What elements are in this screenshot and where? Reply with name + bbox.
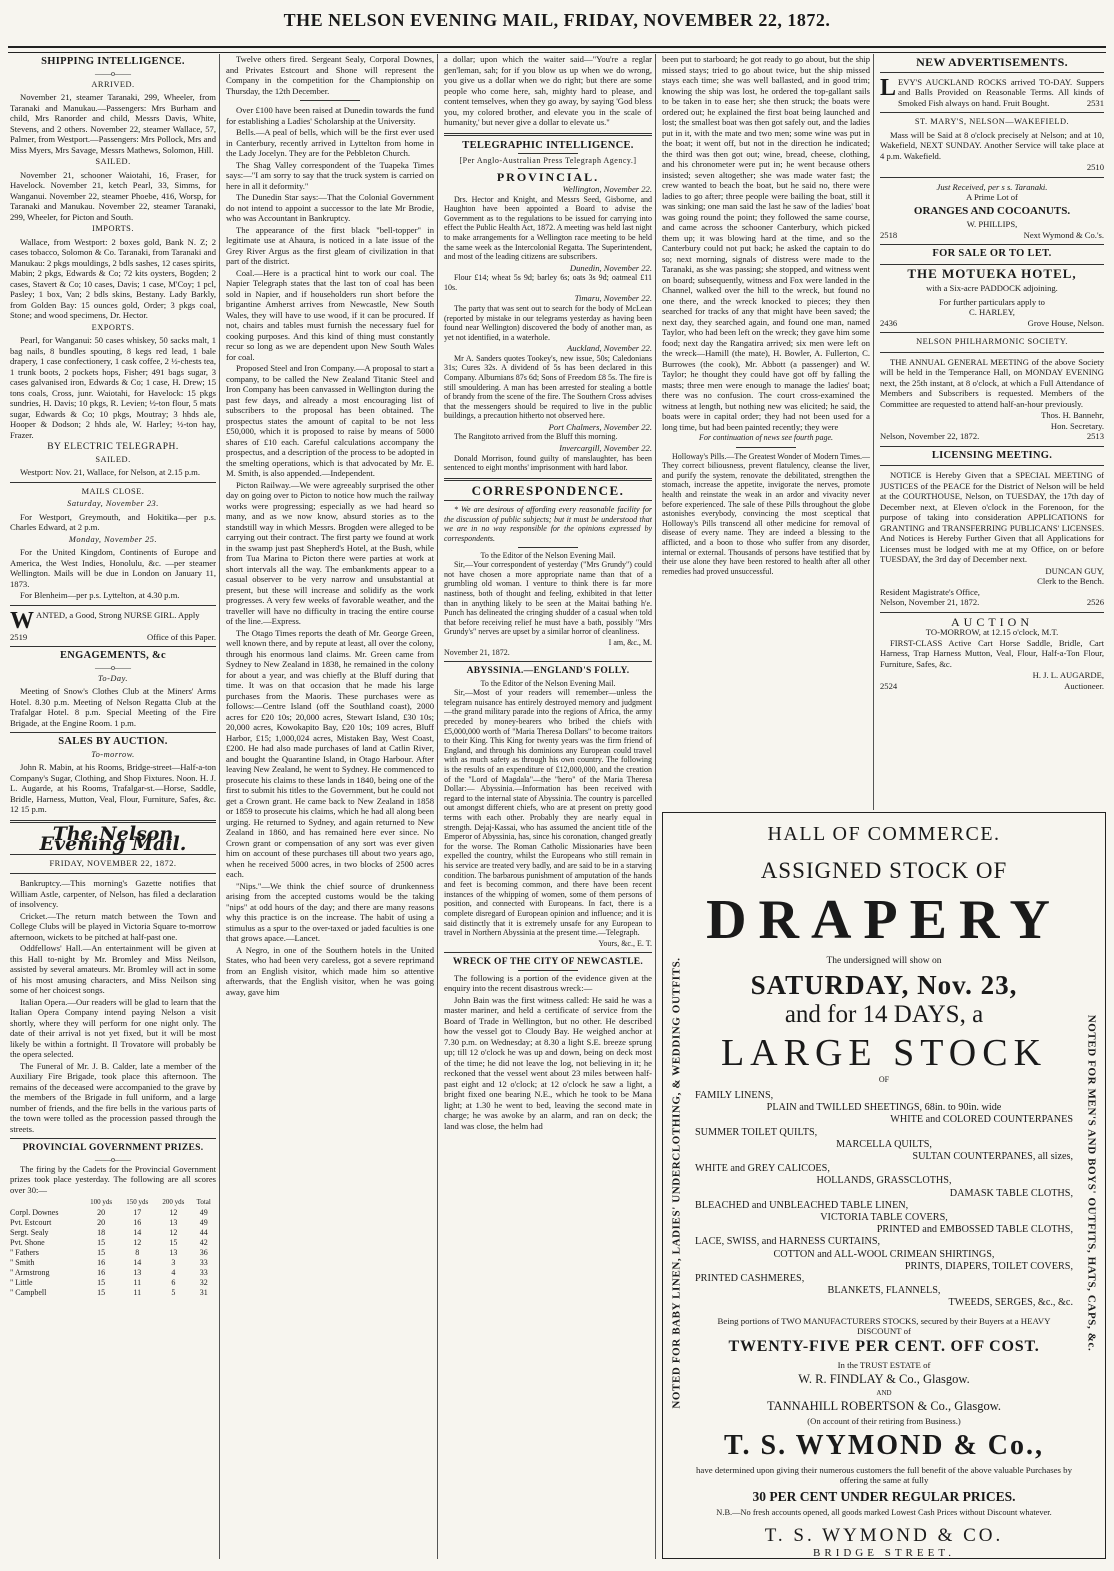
wanted-number: 2519 — [10, 631, 28, 642]
wreck-heading: WRECK OF THE CITY OF NEWCASTLE. — [452, 957, 644, 968]
hall-of-commerce: HALL OF COMMERCE. — [767, 823, 1001, 845]
auckland-text: Mr A. Sanders quotes Tookey's, new issue, 50s; Caledonians 31s; Cures 32s. A dividend of 5s has been declared in this Company. Alburnians 87s 6d; Sons of Freedom £8 5s. The fire is still smouldering. A man has been arrested for stealing a bottle of brandy from the scene of the fire. The Southern Cross advises that the messengers should be required to live in the public buildings, a precaution hitherto not observed here. — [444, 353, 652, 421]
prizes-name-cell: Pvt. Estcourt — [10, 1218, 52, 1227]
philharmonic-role: Hon. Secretary. — [1050, 420, 1104, 431]
stock-item: SULTAN COUNTERPANES, all sizes, — [912, 1151, 1073, 1163]
wellington-date: Wellington, November 22. — [562, 184, 652, 195]
left-side-banner — [665, 823, 689, 1543]
stock-item: HOLLANDS, GRASSCLOTHS, — [816, 1175, 952, 1187]
drapery-title: DRAPERY — [706, 889, 1062, 951]
engagements-heading: ENGAGEMENTS, &c — [59, 650, 166, 661]
prizes-name-cell: " Armstrong — [10, 1268, 50, 1277]
prizes-header-cell — [10, 1196, 83, 1208]
correspondence-heading: CORRESPONDENCE. — [471, 482, 625, 498]
prizes-score-cell: 16 — [133, 1218, 142, 1227]
arrived-text: November 21, steamer Taranaki, 299, Wheeler, from Taranaki and Manukau.—Passengers: Mrs Burham and child, Mrs Ranorder and child, Messrs Davis, White, Stevens, and 2 others. November 22, steamer Wallace, 57, Palmer, from Westport.—Passengers: Mrs Pollock, Mrs and Miss Myers, Mrs Savage, Messrs Mathews, Solomon, Hill. — [10, 92, 216, 155]
nb-note: N.B.—No fresh accounts opened, all goods marked Lowest Cash Prices without Discount whatever. — [716, 1507, 1052, 1517]
ornament: ——o—— — [95, 68, 131, 78]
levy-text: EVY'S AUCKLAND ROCKS arrived TO-DAY. Suppers and Balls Provided on Reasonable Terms. All kinds of Smoked Fish always on hand. Fruit Bought. — [898, 76, 1104, 108]
prizes-score-cell: 6 — [171, 1278, 176, 1287]
thirty-percent: 30 PER CENT UNDER REGULAR PRICES. — [752, 1488, 1016, 1504]
motueka-apply: For further particulars apply to — [939, 296, 1045, 307]
retiring-note: (On account of their retiring from Business.) — [807, 1415, 961, 1426]
and-text: AND — [876, 1388, 892, 1397]
timaru-text: The party that was sent out to search for the body of McLean (reported by mistake in our telegrams yesterday as having been found near Wellington) discovered the body of another man, as yet not identified, in a waterhole. — [444, 303, 652, 342]
motueka-sub: with a Six-acre PADDOCK adjoining. — [926, 283, 1058, 293]
to-editor-1: To the Editor of the Nelson Evening Mail. — [480, 550, 616, 560]
oddfellows-text: Oddfellows' Hall.—An entertainment will be given at this Hall to-night by Mr. Bromley and Miss Neilson, assisted by several amateurs. Mr. Bromley will act in some of his most amusing characters, and Miss Neilson sing some of her choicest songs. — [10, 943, 216, 995]
prizes-name-cell: " Little — [10, 1278, 33, 1287]
prizes-score-cell: 44 — [199, 1228, 208, 1237]
column-2 — [226, 54, 434, 1559]
stock-item: PRINTED CASHMERES, — [695, 1273, 805, 1285]
column-divider — [219, 54, 220, 1559]
prizes-score-cell: 13 — [169, 1218, 178, 1227]
timaru-date: Timaru, November 22. — [574, 293, 652, 304]
stock-item: BLANKETS, FLANNELS, — [827, 1285, 941, 1297]
prizes-score-cell: 15 — [97, 1248, 106, 1257]
wreck-continued: been put to starboard; he got ready to go about, but the ship missed stays; tried to go about twice, but the ship missed stays each time; she was well ballasted, and in good trim; knowing the ship was lost, he ordered the top-gallant sails to be taken in to ease her; she then struck; the boats were ordered out; he explained the first boat being launched and lost; the smallest boat was then got safely out, and the ladies put in it, with the mate and two men; some wine was put in the boat; it went off, but not in the direction he indicated; the third was then got out; wine, bread, cheese, clothing, and his chronometer were put in; he went because others insisted; seven altogether; she was made water fast; the crew wanted to beach the boat, but he said no, there were ladies to go after; three people were bailing the boat, still it was sinking; one man said the last he saw of the ladies' boat was going round the point; they followed the same course, and came across the schooner Canterbury, which picked them up; it was blowing hard at the time, and so the Canterbury could not put back; he asked the captain to do so; next morning, signals of distress were made to the Taranaki, as she was passing; she stopped, and witness went on board; subsequently, witness and Fox were landed in the Channel, walked over the hill to the wreck, but found no one there, and the wreck knocked to pieces; they then searched for tracks of any that might have been saved; the next day, they searched again, and found one man, named Taylor, who had been left on the wreck; they gave him some food; next day the Rangatira arrived; six men were left on the wreck—Hamill (the mate), H. Bowler, A. Fullerton, C. Burrowes (the cook), Mr. Abbott (a passenger) and W. Taylor; he thought they could have got off by falling the masts; three men were enough to manage the ladies' boat; there was no confusion. The court cross-examined the witness at length, but nothing new was elicited; he said, the boats were in capital order; they had not been used for a long time, but had been painted recently; they were — [662, 54, 870, 432]
picton-text: Picton Railway.—We were agreeably surprised the other day on going over to Picton to notice how much the railway works were progressing; especially as we had heard so many, and as we now know, absurd stories as to the standstill way in which Messrs. Brogden were alleged to be carrying out their contract. The first party we found at work in the swamp just past Shepherd's Hotel, at the Bush, while from Tua Marina to Picton there were parties at work at short intervals all the way. The embankments appear to a casual observer to be very narrow and unsubstantial at present, but these will increase and solidify as the work progresses. A very few weeks of favorable weather, and the traveller will have no difficulty in tracing the entire course of the line.—Express. — [226, 479, 434, 626]
steel-text: Proposed Steel and Iron Company.—A proposal to start a company, to be called the New Zealand Titanic Steel and Iron Company has been canvassed in Wellington during the past few days, and already a most encouraging list of subscribers to the proposal has been obtained. The prospectus states the amount of capital to be not less £50,000, which it is proposed to raise by means of 5000 shares of £10 each. Careful calculations accompany the prospectus, and a description of the process to be adopted in the smelting operations, which is that advocated by Mr. E. M. Smith, is also appended.—Independent. — [226, 363, 434, 478]
opera-text: Italian Opera.—Our readers will be glad to learn that the Italian Opera Company intend paying Nelson a visit shortly, where they will perform for one night only. The date of their arrival is not yet fixed, but it will be most likely be within a fortnight. Il Trovatore will probably be the opera selected. — [10, 996, 216, 1059]
assigned-stock: ASSIGNED STOCK OF — [760, 858, 1008, 883]
auckland-date: Auckland, November 22. — [567, 343, 652, 354]
wreck-intro: The following is a portion of the evidence given at the enquiry into the recent disastrous wreck:— — [444, 972, 652, 994]
stock-item: PRINTS, DIAPERS, TOILET COVERS, — [904, 1260, 1073, 1272]
prizes-score-cell: 11 — [133, 1288, 142, 1297]
prizes-score-cell: 15 — [169, 1238, 178, 1247]
prizes-header-cell: 100 yds — [90, 1198, 113, 1206]
prizes-score-cell: 36 — [199, 1248, 208, 1257]
telegraph-text: Westport: Nov. 21, Wallace, for Nelson, at 2.15 p.m. — [20, 467, 201, 477]
guy-name: DUNCAN GUY, — [1045, 565, 1104, 576]
prizes-score-cell: 12 — [133, 1238, 142, 1247]
stock-item: SUMMER TOILET QUILTS, — [695, 1126, 818, 1138]
prizes-score-cell: 42 — [199, 1238, 208, 1247]
bridge-street: BRIDGE STREET. — [813, 1546, 955, 1559]
prizes-score-cell: 8 — [135, 1248, 140, 1257]
prizes-table — [10, 1196, 216, 1298]
right-side-text: NOTED FOR MEN'S AND BOYS' OUTFITS, HATS, CAPS, &c. — [1085, 1014, 1098, 1352]
bells-text: Bells.—A peal of bells, which will be the first ever used in Canterbury, recently arrived in Lyttelton from home in the Lady Jocelyn. They are for the Pebbleton Church. — [226, 127, 434, 158]
imports-heading: IMPORTS. — [92, 224, 134, 233]
phillips-name: W. PHILLIPS, — [966, 219, 1018, 229]
prizes-header-cell: Total — [196, 1198, 211, 1206]
prizes-score-cell: 16 — [97, 1258, 106, 1267]
prizes-score-cell: 18 — [97, 1228, 106, 1237]
philharmonic-heading: NELSON PHILHARMONIC SOCIETY. — [916, 337, 1068, 346]
sailed-text: November 21, schooner Waiotahi, 16, Fraser, for Havelock. November 21, ketch Pearl, 33, Simms, for Wanganui. November 22, steamer Phoebe, 416, Worsp, for Taranaki and Manukau. November 22, steamer Taranaki, 299, Wheeler, for Picton and South. — [10, 169, 216, 222]
prizes-score-cell: 13 — [133, 1268, 142, 1277]
augarde-role: Auctioneer. — [1064, 680, 1104, 691]
twelve-text: Twelve others fired. Sergeant Sealy, Corporal Downes, and Privates Estcourt and Shone will represent the Company in the competition for the Championship on Thursday, the 12th December. — [226, 54, 434, 96]
prizes-row — [10, 1278, 216, 1288]
sales-text: John R. Mabin, at his Rooms, Bridge-street—Half-a-ton Company's Sugar, Clothing, and Shop Fixtures. Noon. H. J. L. Augarde, at his Rooms, Trafalgar-st.—Horse, Saddle, Bridle, Harness, Mutton, Veal, Flour, Furniture, Safes, &c. 12 15 p.m. — [10, 762, 216, 814]
prizes-name-cell: " Smith — [10, 1258, 35, 1267]
over-text: Over £100 have been raised at Dunedin towards the fund for establishing a Ladies' Scholarship at the University. — [226, 105, 434, 126]
st-marys-heading: ST. MARY'S, NELSON—WAKEFIELD. — [914, 117, 1070, 126]
dunedin-star-text: The Dunedin Star says:—That the Colonial Government do not intend to appoint a successor to the late Mr Brodie, who was Accountant in Bankruptcy. — [226, 192, 434, 223]
provincial-heading: PROVINCIAL. — [496, 169, 600, 184]
engagements-today: To-Day. — [98, 673, 128, 683]
prizes-score-cell: 3 — [171, 1258, 176, 1267]
paper-name: The Nelson Evening Mail. — [39, 822, 187, 855]
drapery-advertisement — [662, 812, 1106, 1559]
stock-item: LACE, SWISS, and HARNESS CURTAINS, — [695, 1236, 881, 1248]
sailed-heading: SAILED. — [95, 157, 131, 166]
levy-ad — [880, 74, 1104, 109]
harley-number: 2436 — [880, 317, 898, 328]
holloway-text: Holloway's Pills.—The Greatest Wonder of Modern Times.—They correct biliousness, prevent flatulency, cleanse the liver, and purify the system, renovate the debilitated, strengthen the stomach, increase the appetite, invigorate the nerves, promote health and reinstate the weak in an ardor and vivacity never before experienced. The sale of these Pills throughout the globe astonishes everybody, convincing the most sceptical that Holloway's Pills transcend all other medicine for removal of disease of every name. They are indeed a blessing to the afflicted, and a boon to those who suffer from any disorder, internal or external. Thousands of persons have testified that by their use alone they have been restored to health after all other remedies had proved unsuccessful. — [662, 451, 870, 576]
prizes-row — [10, 1218, 216, 1228]
abyssinia-heading: ABYSSINIA.—ENGLAND'S FOLLY. — [466, 666, 630, 677]
harley-name: C. HARLEY, — [969, 307, 1015, 317]
prizes-row — [10, 1228, 216, 1238]
chalmers-text: The Rangitoto arrived from the Bluff this morning. — [454, 432, 618, 442]
licensing-heading: LICENSING MEETING. — [931, 449, 1053, 461]
auction-when: TO-MORROW, at 12.15 o'clock, M.T. — [925, 627, 1059, 637]
phillips-address: Next Wymond & Co.'s. — [1023, 229, 1104, 240]
dunedin-date: Dunedin, November 22. — [569, 262, 652, 273]
prizes-score-cell: 13 — [169, 1248, 178, 1257]
prizes-score-cell: 5 — [171, 1288, 176, 1297]
negro-continued: a dollar; upon which the waiter said—"You're a reglar gen'leman, sah; for if you blow us up when we do wrong, you give us a dollar when we do right; but there are some people who come here, sah, mighty hard to please, and content temselves, when they go away, by saying 'God bless you, my colored brother, and elevate you in the scale of humanity,' but never give a dollar to elevate us." — [444, 54, 652, 127]
letter-1: Sir,—Your correspondent of yesterday ("Mrs Grundy") could not have chosen a more appropriate name than that of a grumbling old woman. I venture to think there is far more nastiness, both of thought and feeling, exhibited in that letter than in anything likely to be seen at the Maitai bathing h'e. Punch has delineated the cringing shudder of a casual when told that before receiving relief he must have a bath, possibly "Mrs Grundy's" nerves are upset by a similar horror of cleanliness. — [444, 560, 652, 637]
licensing-text: NOTICE is Hereby Given that a SPECIAL MEETING of JUSTICES of the PEACE for the District of Nelson will be held at the COURTHOUSE, Nelson, on TUESDAY, the 17th day of December next, at Eleven o'clock in the Forenoon, for the purpose of taking into consideration APPLICATIONS for GRANTING and TRANSFERRING PUBLICANS' LICENSES. And Notices is Hereby Further Given that all Applications for Licenses must be lodged with me at my Office, on or before TUESDAY, the 3rd day of December next. — [880, 470, 1104, 564]
wymond-name: T. S. WYMOND & Co., — [723, 1429, 1045, 1461]
mails-text-1: For Westport, Greymouth, and Hokitika—per p.s. Charles Edward, at 2 p.m. — [10, 511, 216, 532]
engagements-text: Meeting of Snow's Clothes Club at the Miners' Arms Hotel. 8.30 p.m. Meeting of Nelson Regatta Club at the Trafalgar Hotel. 8 p.m. Special Meeting of the Fire Brigade, at the Engine Room. 1 p.m. — [10, 686, 216, 728]
column-5 — [880, 54, 1104, 810]
mails-text-2: For the United Kingdom, Continents of Europe and America, the West Indies, Honolulu, &c. —per steamer Wellington. Mails will be due in London on January 11, 1873. — [10, 547, 216, 589]
telegraph-sailed: SAILED. — [95, 454, 131, 464]
bankruptcy-text: Bankruptcy.—This morning's Gazette notifies that William Astle, carpenter, of Nelson, has filed a declaration of insolvency. — [10, 878, 216, 909]
prizes-score-cell: 14 — [133, 1228, 142, 1237]
prizes-score-cell: 32 — [199, 1278, 208, 1287]
telegraphic-heading: TELEGRAPHIC INTELLIGENCE. — [462, 139, 634, 151]
prizes-score-cell: 12 — [169, 1208, 178, 1217]
twenty-five-percent: TWENTY-FIVE PER CENT. OFF COST. — [728, 1337, 1040, 1355]
paper-date: FRIDAY, NOVEMBER 22, 1872. — [49, 858, 177, 868]
prizes-score-cell: 15 — [97, 1238, 106, 1247]
sale-heading: FOR SALE OR TO LET. — [932, 248, 1052, 259]
motueka-heading: THE MOTUEKA HOTEL, — [907, 265, 1077, 281]
prizes-row — [10, 1258, 216, 1268]
determined-text: have determined upon giving their numerous customers the full benefit of the above valuable Purchases by offering the same at fully — [696, 1464, 1072, 1485]
stock-item: FAMILY LINENS, — [695, 1090, 774, 1101]
bell-topper-text: The appearance of the first black "bell-topper" in legitimate use at Ahaura, is noticed in a late issue of the Grey River Argus as the first gleam of civilization in that part of the district. — [226, 224, 434, 266]
stock-item: COTTON and ALL-WOOL CRIMEAN SHIRTINGS, — [773, 1248, 995, 1260]
st-marys-number: 2510 — [1086, 162, 1104, 172]
prizes-name-cell: " Campbell — [10, 1288, 47, 1297]
masthead-rule — [8, 46, 1106, 53]
prizes-score-cell: 20 — [97, 1208, 106, 1217]
harley-address: Grove House, Nelson. — [1027, 317, 1104, 328]
masthead: THE NELSON EVENING MAIL, FRIDAY, NOVEMBER 22, 1872. — [283, 10, 831, 30]
prizes-score-cell: 11 — [133, 1278, 142, 1287]
stock-item: WHITE and GREY CALICOES, — [695, 1163, 830, 1175]
prizes-score-cell: 31 — [199, 1288, 208, 1297]
prizes-score-cell: 49 — [199, 1208, 208, 1217]
guy-role: Clerk to the Bench. — [1037, 576, 1104, 586]
column-1: SHIPPING INTELLIGENCE. ——o—— ARRIVED. November 21, steamer Taranaki, 299, Wheeler, from Taranaki and Manukau.—Passengers: Mrs Burham and child, Mrs Ranorder and child, Messrs Davis, White, Stevens, and 2 others. November 22, steamer Wallace, 57, Palmer, from Westport.—Passengers: Mrs Pollock, Mrs and Miss Myers, Mrs Savage, Messrs Mathews, Solomon, Hill. SAILED. November 21, schooner Waiotahi, 16, Fraser, for Havelock. November 21, ketch Pearl, 33, Simms, for Wanganui. November 22, steamer Phoebe, 416, Worsp, for Taranaki and Manukau. November 22, steamer Taranaki, 299, Wheeler, for Picton and South. IMPORTS. Wallace, from Westport: 2 boxes gold, Bank N. Z; 2 cases tobacco, Solomon & Co. Taranaki, from Taranaki and Manukau: 2 pkgs mouldings, 2 bdls sashes, 12 cases spirits, Mabin; 2 pkgs, Edwards & Co; 72 kits oysters, Bogden; 2 cases, Stavert & Co; 10 cases, Davis; 1 case, M'Coy; 1 pcl, Pasley; 1 box, Van; 2 bdls skins, Bestany. Lady Barkly, from Golden Bay: 15 ounces gold, Order; 3 pkgs coal, Stone; and wood specimens, Dr. Hector. EXPORTS. Pearl, for Wanganui: 50 cases whiskey, 50 sacks malt, 1 bag nails, 8 bundles spouting, 8 kegs red lead, 1 bale drapery, 1 case confectionery, 1 cask coffee, 2 ½-chests tea, 1 trunk boots, 2 pockets hops, Fisher; 491 bags sugar, 3 cases galvanised iron, Edwards & Co; 1 case, H. Drew; 15 tons coals, Cross, junr. Waiotahi, for Havelock: 15 pkgs sundries, H. Davis; 10 pkgs, R. Levien; ½-ton flour, 5 mats sugar, Edwards & Co; 10 pkgs, Moutray; 3 hhds ale, Hooper & Dodson; 2 hhds ale, W. Harley; ½-ton hay, Frazer. BY ELECTRIC TELEGRAPH. SAILED. Westport: Nov. 21, Wallace, for Nelson, at 2.15 p.m. MAILS CLOSE. Saturday, November 23. For Westport, Greymouth, and Hokitika—per p.s. Charles Edward, at 2 p.m. Monday, November 25. For the United Kingdom, Continents of Europe and America, the West Indies, Honolulu, &c. —per steamer Wellington. Mails will be due in London on January 11, 1873. For Blenheim—per p.s. Lyttelton, at 4.30 p.m. W ANTED, a Good, Strong NURSE GIRL. Apply 2519 Office of this Paper. ENGAGEMENTS, &c ——o—— To-Day. Meeting of Snow's Clothes Club at the Miners' Arms Hotel. 8.30 p.m. Meeting of Nelson Regatta Club at the Trafalgar Hotel. 8 p.m. Special Meeting of the Fire Brigade, at the Engine Room. 1 p.m. SALES BY AUCTION. To-morrow. John R. Mabin, at his Rooms, Bridge-street—Half-a-ton Company's Sugar, Clothing, and Shop Fixtures. Noon. H. J. L. Augarde, at his Rooms, Trafalgar-st.—Horse, Saddle, Bridle, Harness, Mutton, Veal, Flour, Furniture, Safes, &c. 12 15 p.m. The Nelson Evening Mail. FRIDAY, NOVEMBER 22, 1872. Bankruptcy.—This morning's Gazette notifies that William Astle, carpenter, of Nelson, has filed a declaration of insolvency. Cricket.—The return match between the Town and College Clubs will be played in Victoria Square to-morrow afternoon, wickets to be pitched at half-past one. Oddfellows' Hall.—An entertainment will be given at this Hall to-night by Mr. Bromley and Miss Neilson, assisted by several amateurs. Mr. Bromley will act in some of his most amusing characters, and Miss Neilson sing some of her choicest songs. Italian Opera.—Our readers will be glad to learn that the Italian Opera Company intend paying Nelson a visit shortly, where they will perform for one night only. The date of their arrival is not yet fixed, but it will be most likely be within a fortnight. Il Trovatore will probably be the opera selected. The Funeral of Mr. J. B. Calder, late a member of the Auxiliary Fire Brigade, took place this afternoon. The remains of the deceased were accompanied to the grave by the members of the Brigade in full uniform, and a large number of friends, and the fire bells in the various parts of the town were tolled as the procession passed through the streets. PROVINCIAL GOVERNMENT PRIZES. ——o—— The firing by the Cadets for the Provincial Government prizes took place yesterday. The following are all scores over 30:— 100 yds 150 yds 200 yds Total Corpl. Downes 20 17 12 49 Pvt. Estcourt 20 16 13 49 Sergt. Sealy 18 14 12 44 Pvt. Shone 15 12 15 42 " Fathers 15 8 13 36 " Smith 16 14 3 33 " Armstrong 16 13 4 33 " Little 15 11 6 32 " Campbell 15 11 5 31 — [10, 56, 216, 1297]
philharmonic-sign: Thos. H. Bannehr, — [1041, 410, 1104, 420]
prizes-name-cell: Corpl. Downes — [10, 1208, 59, 1217]
prizes-score-cell: 16 — [97, 1268, 106, 1277]
prizes-header-cell: 200 yds — [162, 1198, 185, 1206]
new-ads-heading: NEW ADVERTISEMENTS. — [916, 55, 1068, 69]
sales-heading: SALES BY AUCTION. — [58, 736, 168, 747]
fourteen-days: and for 14 DAYS, a — [784, 1001, 984, 1028]
findlay-name: W. R. FINDLAY & Co., Glasgow. — [798, 1371, 970, 1386]
prizes-heading: PROVINCIAL GOVERNMENT PRIZES. — [22, 1143, 204, 1153]
column-divider — [873, 54, 874, 810]
prizes-score-cell: 15 — [97, 1278, 106, 1287]
column-3 — [444, 54, 652, 1559]
philharmonic-date: Nelson, November 22, 1872. — [880, 431, 980, 441]
prizes-name-cell: Pvt. Shone — [10, 1238, 45, 1247]
imports-text: Wallace, from Westport: 2 boxes gold, Bank N. Z; 2 cases tobacco, Solomon & Co. Taranaki, from Taranaki and Manukau: 2 pkgs mouldings, 2 bdls sashes, 12 cases spirits, Mabin; 2 pkgs, Edwards & Co; 72 kits oysters, Bogden; 2 cases, Stavert & Co; 10 cases, Davis; 1 case, M'Coy; 1 pcl, Pasley; 1 box, Van; 2 bdls skins, Bestany. Lady Barkly, from Golden Bay: 15 ounces gold, Order; 3 pkgs coal, Stone; and wood specimens, Dr. Hector. — [10, 236, 216, 320]
prizes-name-cell: Sergt. Sealy — [10, 1228, 49, 1237]
of-text: OF — [878, 1075, 890, 1084]
funeral-text: The Funeral of Mr. J. B. Calder, late a member of the Auxiliary Fire Brigade, took place this afternoon. The remains of the deceased were accompanied to the grave by the members of the Brigade in full uniform, and a large number of friends, and the fire bells in the various parts of the town were tolled as the procession passed through the streets. — [10, 1060, 216, 1134]
left-side-text: NOTED FOR BABY LINEN, LADIES' UNDERCLOTHING, & WEDDING OUTFITS. — [671, 957, 684, 1409]
prizes-header-cell: 150 yds — [126, 1198, 149, 1206]
exports-text: Pearl, for Wanganui: 50 cases whiskey, 50 sacks malt, 1 bag nails, 8 bundles spouting, 8 kegs red lead, 1 bale drapery, 1 case confectionery, 1 cask coffee, 2 ½-chests tea, 1 trunk boots, 2 pockets hops, Fisher; 491 bags sugar, 3 cases galvanised iron, Edwards & Co; 1 case, H. Drew; 15 tons coals, Cross, junr. Waiotahi, for Havelock: 15 pkgs sundries, H. Davis; 10 pkgs, R. Levien; ½-ton flour, 5 mats sugar, Edwards & Co; 10 pkgs, Moutray; 3 hhds ale, Hooper & Dodson; 2 hhds ale, W. Harley; ½-ton hay, Frazer. — [10, 335, 216, 440]
continuation-note: For continuation of news see fourth page. — [699, 433, 833, 442]
mails-monday: Monday, November 25. — [68, 534, 158, 544]
chalmers-date: Port Chalmers, November 22. — [548, 421, 652, 432]
levy-number: 2531 — [1086, 97, 1104, 108]
st-marys-text: Mass will be Said at 8 o'clock precisely at Nelson; and at 10, Wakefield, NEXT SUNDAY. Another Service will take place at 4 p.m. Wakefield. — [880, 129, 1104, 161]
tannahill-name: TANNAHILL ROBERTSON & Co., Glasgow. — [766, 1398, 1002, 1413]
invercargill-date: Invercargill, November 22. — [559, 443, 652, 454]
oranges-heading: ORANGES AND COCOANUTS. — [913, 204, 1071, 217]
stock-item: MARCELLA QUILTS, — [836, 1138, 932, 1150]
prizes-score-cell: 49 — [199, 1218, 208, 1227]
prizes-score-cell: 15 — [97, 1288, 106, 1297]
just-received: Just Received, per s s. Taranaki. — [936, 181, 1048, 192]
prizes-score-cell: 12 — [169, 1228, 178, 1237]
coal-text: Coal.—Here is a practical hint to work our coal. The Napier Telegraph states that the last ton of coal has been sold in Napier, and if householders run short before the brigantine Amherst arrives from Newcastle, New South Wales, they will have to use wood, if it can be procured. If not, chairs and tables must furnish the necessary fuel for cooking purposes. And this kind of thing must constantly recur so long as we are dependent upon New South Wales for coal. — [226, 267, 434, 362]
prizes-row — [10, 1268, 216, 1278]
stock-item: DAMASK TABLE CLOTHS, — [949, 1187, 1073, 1199]
right-side-banner — [1079, 823, 1103, 1543]
prizes-score-cell: 20 — [97, 1218, 106, 1227]
exports-heading: EXPORTS. — [91, 322, 135, 332]
large-stock: LARGE STOCK — [720, 1032, 1048, 1074]
wanted-ad — [10, 607, 216, 643]
column-divider — [655, 54, 656, 1559]
letter-1-date: November 21, 1872. — [444, 647, 510, 657]
letter-1-sign: I am, &c., M. — [608, 637, 652, 647]
trust-estate: In the TRUST ESTATE of — [837, 1359, 931, 1370]
prizes-score-cell: 33 — [199, 1268, 208, 1277]
guy-date: Nelson, November 21, 1872. — [880, 597, 980, 607]
telegraph-heading: BY ELECTRIC TELEGRAPH. — [47, 442, 179, 452]
prizes-row — [10, 1238, 216, 1248]
prizes-score-cell: 17 — [133, 1208, 142, 1217]
stock-item: TWEEDS, SERGES, &c., &c. — [948, 1297, 1073, 1309]
sales-tomorrow: To-morrow. — [91, 749, 135, 759]
mails-text-3: For Blenheim—per p.s. Lyttelton, at 4.30 p.m. — [20, 590, 180, 600]
prizes-score-cell: 33 — [199, 1258, 208, 1267]
being-portions-text: Being portions of TWO MANUFACTURERS STOCKS, secured by their Buyers at a HEAVY DISCOUNT of — [717, 1315, 1051, 1336]
cricket-text: Cricket.—The return match between the Town and College Clubs will be played in Victoria Square to-morrow afternoon, wickets to be pitched at half-past one. — [10, 910, 216, 942]
saturday-date: SATURDAY, Nov. 23, — [750, 970, 1018, 1000]
philharmonic-number: 2513 — [1086, 431, 1104, 441]
guy-number: 2526 — [1086, 597, 1104, 607]
prizes-row — [10, 1208, 216, 1218]
guy-office: Resident Magistrate's Office, — [880, 586, 980, 597]
stock-item: VICTORIA TABLE COVERS, — [820, 1212, 948, 1224]
negro-text: A Negro, in one of the Southern hotels in the United States, who had been very careless, got a severe reprimand from an English visitor, which made him so attentive afterwards, that the English visitor, when he was going away, gave him — [226, 944, 434, 997]
levy-initial: L — [880, 74, 897, 101]
augarde-name: H. J. L. AUGARDE, — [1032, 670, 1104, 680]
to-editor-2: To the Editor of the Nelson Evening Mail. — [480, 678, 616, 688]
nips-text: "Nips."—We think the chief source of drunkenness arising from the accepted customs would be the taking "nips" at odd hours of the day; and there are many reasons why this practice is on the increase. The habit of using a stimulus as a spur to the over-taxed or jaded faculties is one that grows apace.—Lancet. — [226, 880, 434, 943]
invercargill-text: Donald Morrison, found guilty of manslaughter, has been sentenced to eight months' imprisonment with hard labor. — [444, 453, 652, 473]
shipping-heading: SHIPPING INTELLIGENCE. — [41, 56, 185, 67]
wymond-footer: T. S. WYMOND & CO. — [764, 1524, 1004, 1546]
wanted-initial: W — [10, 607, 34, 634]
letter-2: Sir,—Most of your readers will remember—unless the telegram nuisance has entirely destroyed memory and judgment—the grand military parade into the regions of Africa, the army preceded by money-bearers who bribed the chiefs with £5,000,000 worth of "Maria Theresa Dollars" to become traitors to their King. This King for twenty years was the firm friend of England, and through his dominions any European could travel with as much safety as through his own country. The following is the results of an expenditure of £12,000,000, and the creation of the "Lord of Magdala"—the "hero" of the Maria Theresa Dollar:— Abyssinia.—Information has been received with regard to the internal state of Abyssinia. The country is parcelled out amongst different chiefs, who are at present on pretty good terms with each other. Probably they are nearly equal in strength. Dejaj-Kassai, who has assumed the ancient title of the Emperor of Abyssinia, has, since his coronation, changed greatly for the worse. The Roman Catholic Missionaries have been expelled the country, whilst the Europeans who still remain in his service are treated very badly, and are said to be in a starving condition. The barbarous punishment of amputation of the hands and feet is becoming common, and there have been recent instances of the whipping of women, some of them persons of position, and connected with Europeans. In fact, there is a complete disregard of European opinion and influence; and it is said distinctly that it is extremely unsafe for any European to travel in Northern Abyssinia at the present time.—Telegraph. — [444, 688, 652, 938]
wanted-text: ANTED, a Good, Strong NURSE GIRL. Apply — [36, 609, 200, 620]
auction-text: FIRST-CLASS Active Cart Horse Saddle, Bridle, Cart Harness, Trap Harness Mutton, Veal, Flour, Half-a-Ton Flour, Furniture, Safes, &c. — [880, 637, 1104, 669]
wreck-text: John Bain was the first witness called: He said he was a master mariner, and held a certificate of service from the Board of Trade in Wellington, but no other. He described how the vessel got to Cloudy Bay. He weighed anchor at 7.30 p.m. on Wednesday; at 8.30 a light S.E. breeze sprung up; till 12 o'clock he was up and down, being on deck most of the time; he did not leave the log, not believing in it; he reckoned that the vessel went about 23 miles between half-past eight and 12 o'clock; at 12 o'clock he saw a light, a bright fixed one bearing N.E., which he took to be Mana light; at 1.30 he went to bed, leaving the second mate in charge; he was awoke by an alarm, and ran on deck; the land was close, the helm had — [444, 994, 652, 1131]
correspondence-note: * We are desirous of affording every reasonable facility for the discussion of public subjects; but it must be understood that we are in no way responsible for the opinions expressed by correspondents. — [444, 505, 652, 544]
stock-items-list — [695, 1090, 1073, 1310]
stock-item: WHITE and COLORED COUNTERPANES — [890, 1114, 1073, 1126]
dunedin-text: Flour £14; wheat 5s 9d; barley 6s; oats 3s 9d; oatmeal £11 10s. — [444, 273, 652, 292]
otago-text: The Otago Times reports the death of Mr. George Green, well known there, and by repute at least, all over the colony, through his enormous land claims. Mr. Green came from Sydney to New Zealand in 1838, he remained in the colony for about a year, and was chiefly at the Bluff during that time. It was on that occasion that he made his large purchases from the Maoris. These purchases were as follows:—Centre Island (off the Southland coast), 2000 acres for £20 10s; 20,000 acres, Stewart Island, £30 10s; 20,000 acres, Kowokapito Bay, £20 10s; 109 acres, Bluff Harbor, £15; 1,000,024 acres, Mistaken Bay, West Coast, £200. He had also made purchases of land at Catlin River, and bought the Quarantine Island, in Otago Harbour. After leaving New Zealand, he went to Sydney. He commenced to prosecute his claims to these lands in 1840, being one of the first to submit his titles to the Government, but he could not get a Crown grant. He came back to New Zealand in 1858 or 1859 to prosecute his claims, which he had all along been urging. He returned to Sydney, and again returned to New Zealand in 1860, and has remained here ever since. No Crown grant or compensation of any sort was ever given him on account of these purchases till about two years ago, when he received 5000 acres, in two blocks of 2500 acres each. — [226, 627, 434, 879]
mails-saturday: Saturday, November 23. — [67, 499, 159, 508]
prizes-score-cell: 14 — [133, 1258, 142, 1267]
prizes-score-cell: 4 — [171, 1268, 176, 1277]
column-4 — [662, 54, 870, 810]
wellington-text: Drs. Hector and Knight, and Messrs Seed, Gisborne, and Haughton have been appointed a Board to advise the Government as to the regulations to be issued for carrying into effect the Public Health Act, 1872. A meeting was held last night to make arrangements for a Wellington race meeting to be held the same week as the Intercolonial Regatta. The Superintendent, and most of the leading citizens are subscribers. — [444, 194, 652, 262]
wanted-office: Office of this Paper. — [146, 631, 216, 642]
prizes-row — [10, 1248, 216, 1258]
phillips-number: 2518 — [880, 229, 898, 240]
stock-item: PLAIN and TWILLED SHEETINGS, 68in. to 90in. wide — [766, 1102, 1002, 1114]
philharmonic-text: THE ANNUAL GENERAL MEETING of the above Society will be held in the Temperance Hall, on MONDAY EVENING next, the 25th instant, at 8 o'clock, at which a Full Attendance of Members and Subscribers is requested. Members of the Committee are requested to attend half-an-hour previously. — [880, 356, 1104, 409]
undersigned-text: The undersigned will show on — [826, 956, 942, 966]
prime-lot: A Prime Lot of — [966, 192, 1018, 202]
stock-item: PRINTED and EMBOSSED TABLE CLOTHS, — [876, 1224, 1073, 1236]
auction-heading: AUCTION — [951, 614, 1033, 629]
prizes-name-cell: " Fathers — [10, 1248, 39, 1257]
mails-heading: MAILS CLOSE. — [81, 486, 145, 496]
column-divider — [437, 54, 438, 1559]
prizes-intro: The firing by the Cadets for the Provincial Government prizes took place yesterday. The following are all scores over 30:— — [10, 1163, 216, 1195]
telegraphic-agency: [Per Anglo-Australian Press Telegraph Agency.] — [459, 156, 637, 165]
augarde-number: 2524 — [880, 680, 898, 691]
shag-text: The Shag Valley correspondent of the Tuapeka Times says:—"I am sorry to say that the truck system is carried on here in all it deformity." — [226, 159, 434, 191]
arrived-heading: ARRIVED. — [91, 79, 135, 89]
letter-2-sign: Yours, &c., E. T. — [598, 938, 652, 948]
prizes-row — [10, 1288, 216, 1298]
stock-item: BLEACHED and UNBLEACHED TABLE LINEN, — [695, 1199, 909, 1211]
